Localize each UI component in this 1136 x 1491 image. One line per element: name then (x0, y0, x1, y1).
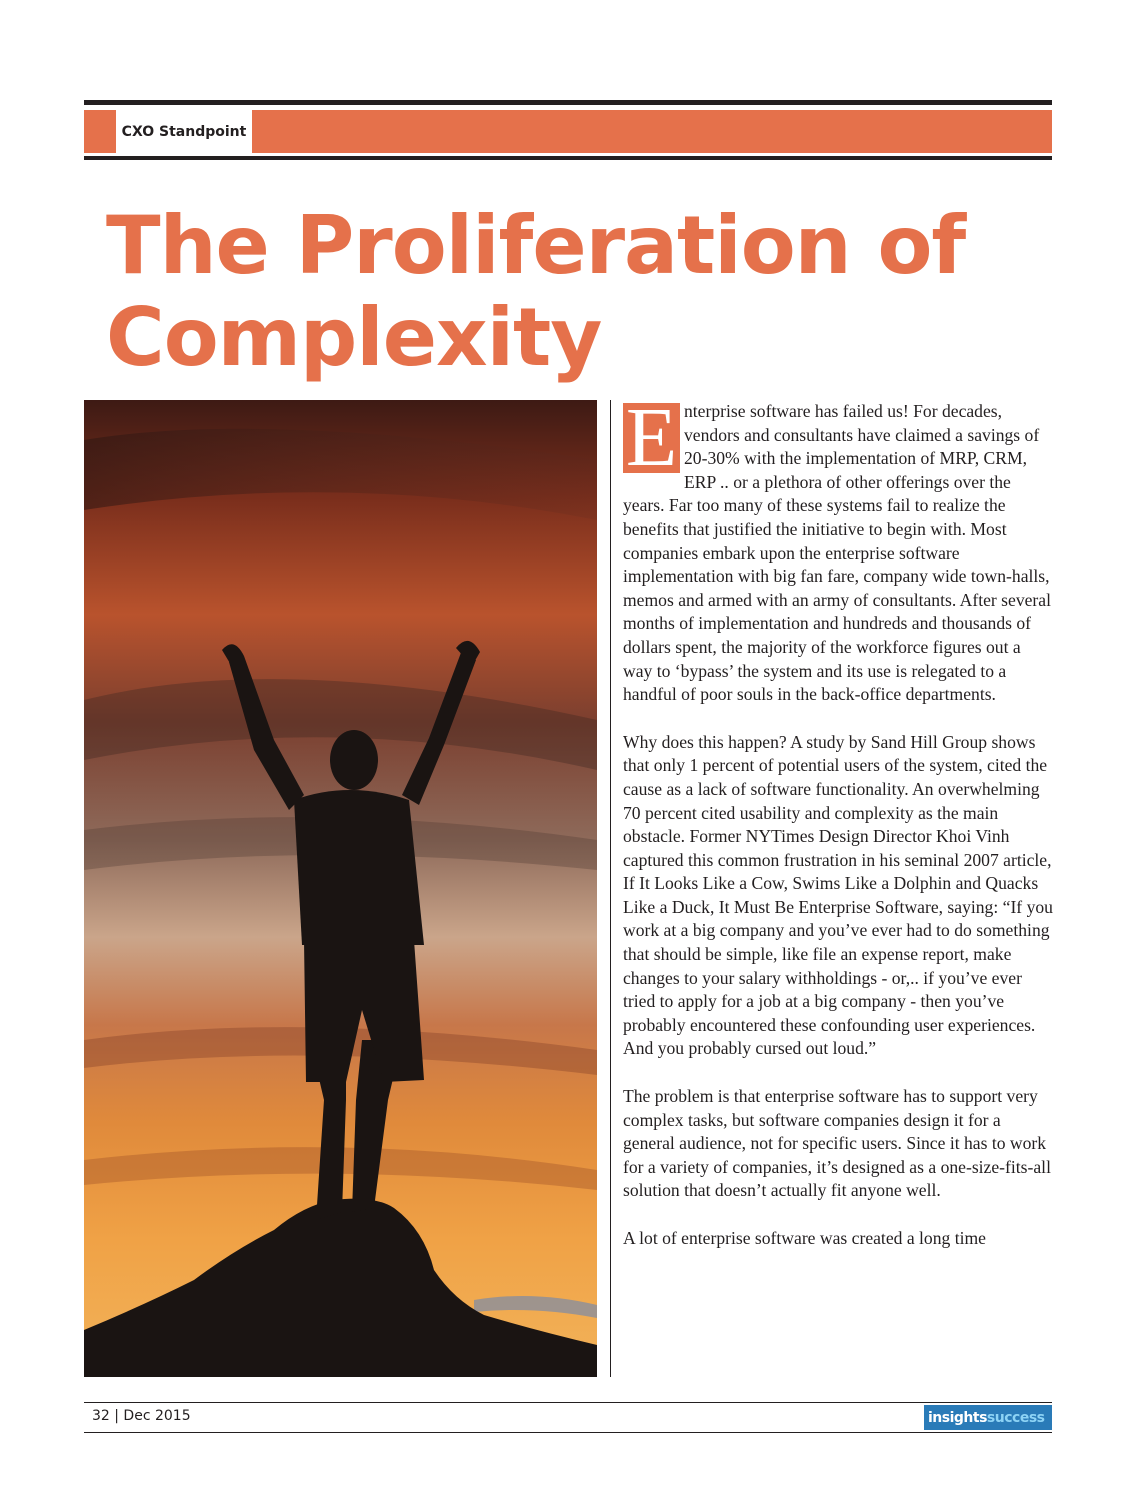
page-folio: 32 | Dec 2015 (92, 1408, 191, 1424)
article-body (623, 391, 1053, 1275)
article-paragraph: A lot of enterprise software was created a long time (623, 1228, 986, 1248)
header-top-rule (84, 100, 1052, 105)
silhouette-sunset-photo (84, 400, 597, 1377)
article-paragraph (623, 391, 1053, 707)
article-headline: The Proliferation of Complexity (106, 199, 966, 384)
paragraph-1-text: nterprise software has failed us! For decades, vendors and consultants have claimed a savings of 20-30% with the implementation of MRP, CRM, ERP .. or a plethora of other offerings over the years. Far too many of these systems fail to realize the benefits that justified the initiative to begin with. Most companies embark upon the enterprise software implementation with big fan fare, company wide town-halls, memos and armed with an army of consultants. After several months of implementation and hundreds and thousands of dollars spent, the majority of the workforce figures out a way to ‘bypass’ the system and its use is relegated to a handful of poor souls in the back-office departments. (623, 401, 1051, 705)
logo-word-1: insights (928, 1409, 987, 1426)
header-bottom-rule (84, 156, 1052, 160)
drop-cap: E (623, 403, 680, 473)
publisher-logo (924, 1405, 1052, 1430)
logo-word-2: success (986, 1409, 1045, 1426)
column-divider (610, 400, 611, 1377)
article-paragraph: The problem is that enterprise software has to support very complex tasks, but software companies design it for a general audience, not for specific users. Since it has to work for a variety of companies, it’s designed as a one-size-fits-all solution that doesn’t actually fit anyone well. (623, 1086, 1051, 1201)
section-label: CXO Standpoint (116, 110, 252, 153)
footer-bottom-rule (84, 1432, 1052, 1433)
footer-top-rule (84, 1402, 1052, 1403)
article-paragraph: Why does this happen? A study by Sand Hill Group shows that only 1 percent of potential users of the system, cited the cause as a lack of software functionality. An overwhelming 70 percent cited usability and complexity as the main obstacle. Former NYTimes Design Director Khoi Vinh captured this common frustration in his seminal 2007 article, If It Looks Like a Cow, Swims Like a Dolphin and Quacks Like a Duck, It Must Be Enterprise Software, saying: “If you work at a big company and you’ve ever had to do something that should be simple, like file an expense report, make changes to your salary withholdings - or,.. if you’ve ever tried to apply for a job at a big company - then you’ve probably encountered these confounding user experiences. And you probably cursed out loud.” (623, 731, 1053, 1059)
